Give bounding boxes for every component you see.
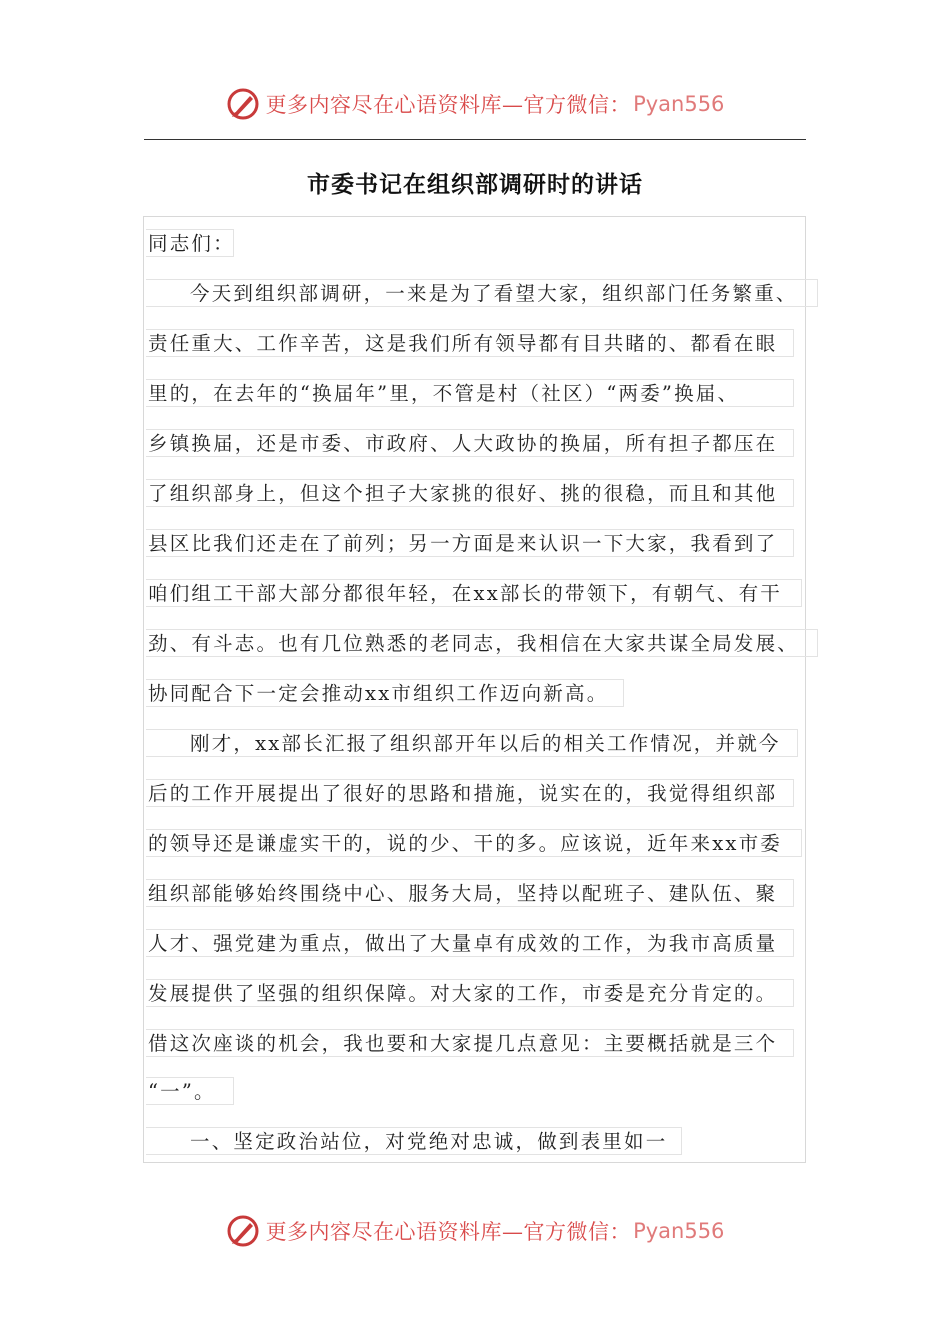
text-line: 发展提供了坚强的组织保障。对大家的工作，市委是充分肯定的。 (146, 979, 794, 1007)
section-heading: 一、坚定政治站位，对党绝对忠诚，做到表里如一 (146, 1127, 682, 1155)
footer-banner (0, 1211, 950, 1251)
text-line: 责任重大、工作辛苦，这是我们所有领导都有目共睹的、都看在眼 (146, 329, 794, 357)
pen-logo-icon (226, 1214, 260, 1248)
text-line: 借这次座谈的机会，我也要和大家提几点意见：主要概括就是三个 (146, 1029, 794, 1057)
text-line: 了组织部身上，但这个担子大家挑的很好、挑的很稳，而且和其他 (146, 479, 794, 507)
text-line: 里的，在去年的“换届年”里，不管是村（社区）“两委”换届、 (146, 379, 794, 407)
header-divider (144, 139, 806, 140)
text-line: 咱们组工干部大部分都很年轻，在xx部长的带领下，有朝气、有干 (146, 579, 802, 607)
text-line: 人才、强党建为重点，做出了大量卓有成效的工作，为我市高质量 (146, 929, 794, 957)
text-line: 协同配合下一定会推动xx市组织工作迈向新高。 (146, 679, 624, 707)
text-line: 组织部能够始终围绕中心、服务大局，坚持以配班子、建队伍、聚 (146, 879, 794, 907)
text-line: 县区比我们还走在了前列；另一方面是来认识一下大家，我看到了 (146, 529, 794, 557)
document-title: 市委书记在组织部调研时的讲话 (307, 172, 643, 198)
pen-logo-icon (226, 87, 260, 121)
text-line: 同志们： (146, 229, 234, 257)
text-line: 刚才，xx部长汇报了组织部开年以后的相关工作情况，并就今 (146, 729, 798, 757)
text-line: 后的工作开展提出了很好的思路和措施，说实在的，我觉得组织部 (146, 779, 794, 807)
header-banner (0, 84, 950, 124)
text-line: 今天到组织部调研，一来是为了看望大家，组织部门任务繁重、 (146, 279, 818, 307)
banner-text: 更多内容尽在心语资料库—官方微信： (265, 1220, 632, 1244)
text-line: 的领导还是谦虚实干的，说的少、干的多。应该说，近年来xx市委 (146, 829, 802, 857)
text-line: “一”。 (146, 1077, 234, 1105)
wechat-id: Pyan556 (633, 92, 725, 116)
wechat-id: Pyan556 (633, 1219, 725, 1243)
banner-text: 更多内容尽在心语资料库—官方微信： (265, 93, 632, 117)
text-line: 劲、有斗志。也有几位熟悉的老同志，我相信在大家共谋全局发展、 (146, 629, 818, 657)
text-line: 乡镇换届，还是市委、市政府、人大政协的换届，所有担子都压在 (146, 429, 794, 457)
